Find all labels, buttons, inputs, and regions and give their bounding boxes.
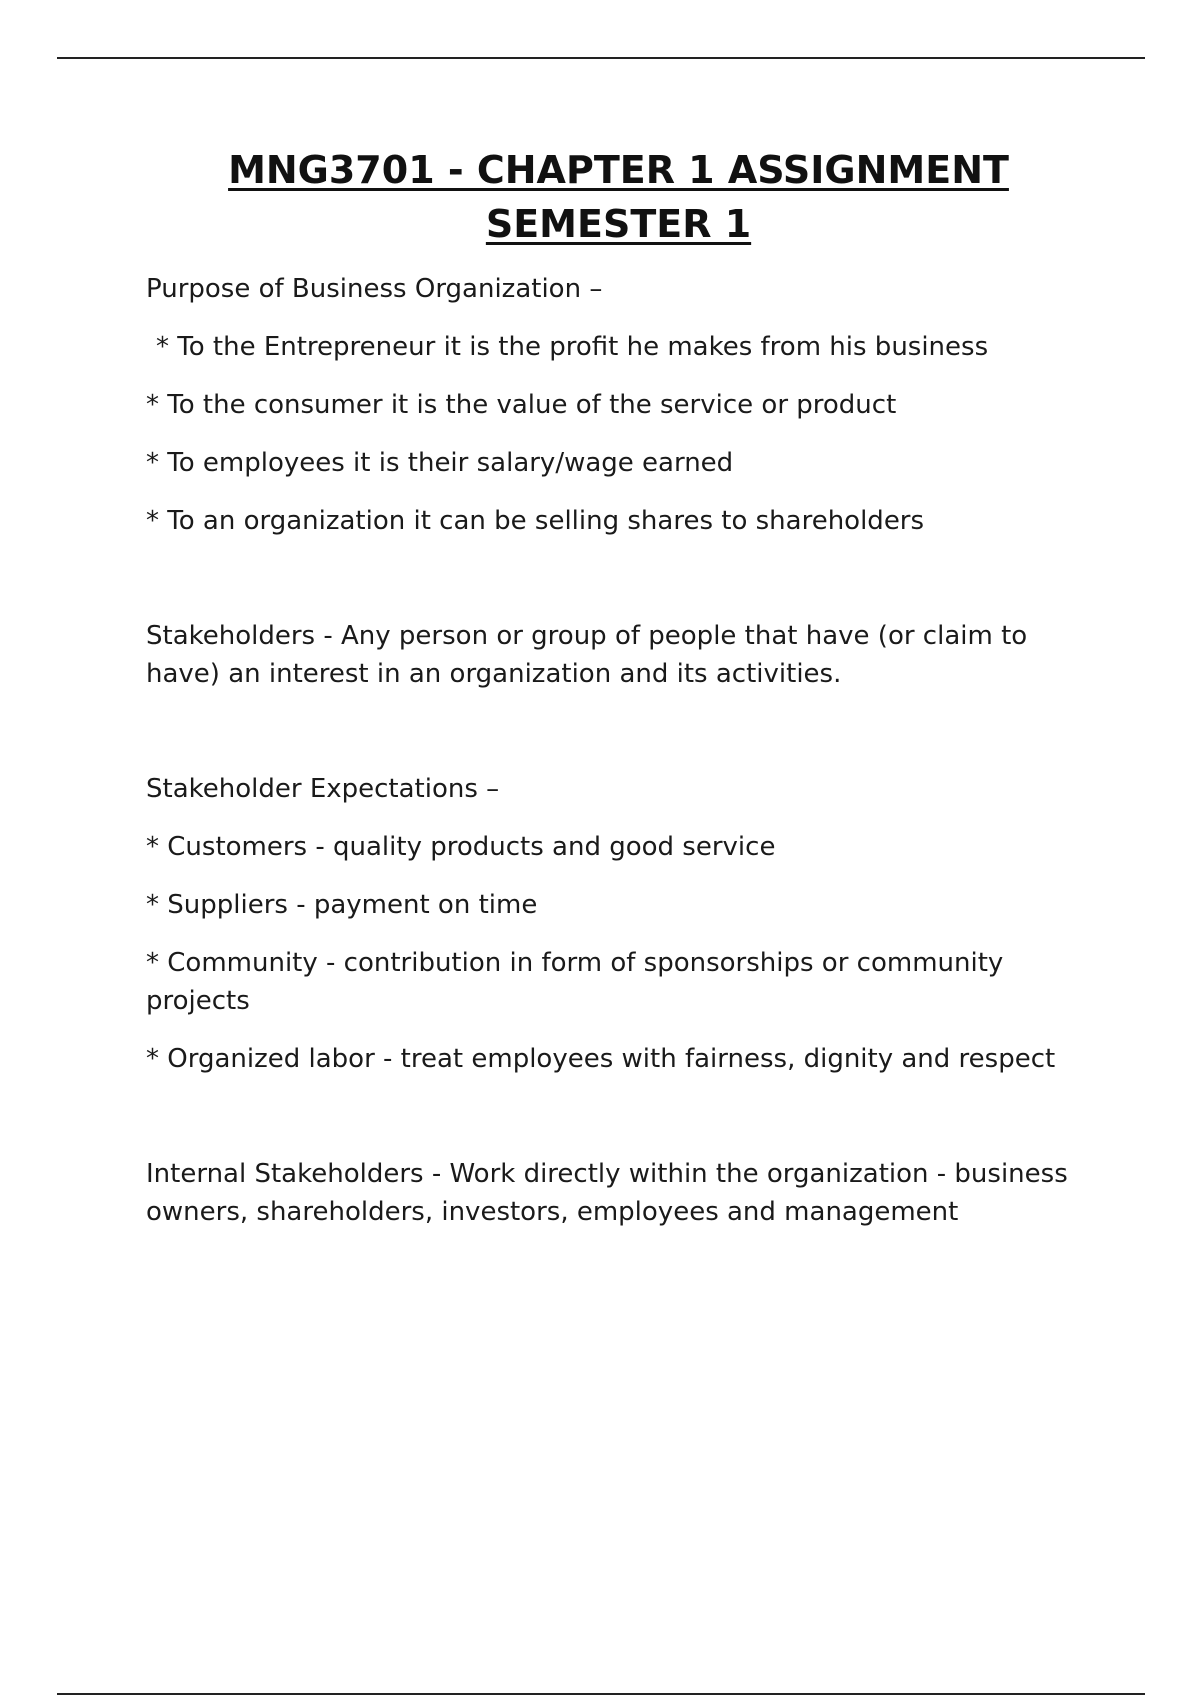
internal-stakeholders-paragraph: Internal Stakeholders - Work directly within the organization - business owners, shareholders, investors, employees and management xyxy=(146,1159,1068,1227)
expectation-item-customers: * Customers - quality products and good service xyxy=(146,832,776,862)
expectation-item-community: * Community - contribution in form of sponsorships or community projects xyxy=(146,948,1004,1016)
bottom-rule xyxy=(57,1693,1145,1695)
document-body xyxy=(146,270,1086,1231)
title-line-1: MNG3701 - CHAPTER 1 ASSIGNMENT xyxy=(228,148,1009,192)
stakeholders-definition: Stakeholders - Any person or group of people that have (or claim to have) an interest in an organization and its activities. xyxy=(146,621,1028,689)
document-title xyxy=(60,143,1177,251)
purpose-item-employees: * To employees it is their salary/wage earned xyxy=(146,448,734,478)
top-rule xyxy=(57,57,1145,59)
expectations-heading: Stakeholder Expectations – xyxy=(146,774,500,804)
purpose-item-consumer: * To the consumer it is the value of the service or product xyxy=(146,390,897,420)
expectation-item-suppliers: * Suppliers - payment on time xyxy=(146,890,538,920)
purpose-heading: Purpose of Business Organization – xyxy=(146,274,603,304)
purpose-item-entrepreneur: * To the Entrepreneur it is the profit he makes from his business xyxy=(156,332,989,362)
expectation-item-organized-labor: * Organized labor - treat employees with fairness, dignity and respect xyxy=(146,1044,1056,1074)
purpose-item-organization: * To an organization it can be selling shares to shareholders xyxy=(146,506,925,536)
title-line-2: SEMESTER 1 xyxy=(485,202,752,246)
